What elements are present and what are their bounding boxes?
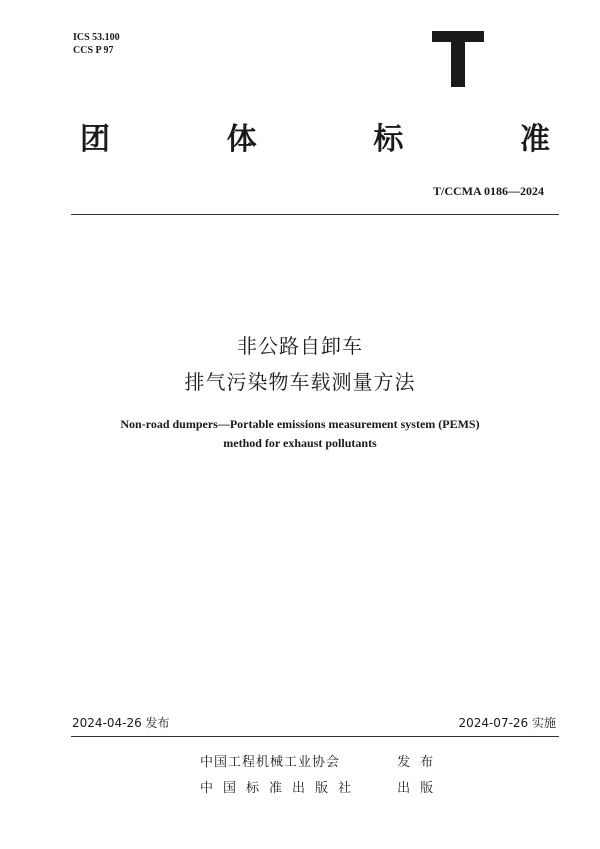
standard-number: T/CCMA 0186—2024	[433, 184, 544, 198]
issuer-name: 中国工程机械工业协会	[200, 755, 341, 770]
category-char-1: 团	[80, 122, 110, 157]
standard-category	[80, 122, 550, 158]
publisher-action: 出版	[397, 781, 444, 796]
category-char-4: 准	[519, 122, 550, 157]
ccs-code: CCS P 97	[73, 45, 114, 56]
t-logo-icon	[432, 31, 484, 87]
issuer-row-1	[200, 751, 443, 770]
issuer-action: 发布	[397, 755, 444, 770]
publisher-name: 中国标准出版社	[200, 781, 362, 796]
bottom-divider	[71, 736, 559, 737]
group-standard-logo	[432, 31, 484, 87]
classification-codes	[73, 31, 120, 57]
chinese-title-line-1: 非公路自卸车	[237, 334, 363, 358]
implement-date: 2024-07-26 实施	[458, 716, 556, 730]
chinese-title-line-2: 排气污染物车载测量方法	[184, 370, 416, 394]
category-char-2: 体	[226, 122, 257, 157]
category-char-3: 标	[373, 122, 404, 157]
english-title-line-2: method for exhaust pollutants	[223, 436, 377, 450]
publish-date: 2024-04-26 发布	[72, 716, 170, 730]
top-divider	[71, 214, 559, 215]
ics-code: ICS 53.100	[73, 32, 120, 43]
english-title-line-1: Non-road dumpers—Portable emissions measurement system (PEMS)	[120, 417, 480, 431]
issuer-row-2	[200, 777, 443, 796]
